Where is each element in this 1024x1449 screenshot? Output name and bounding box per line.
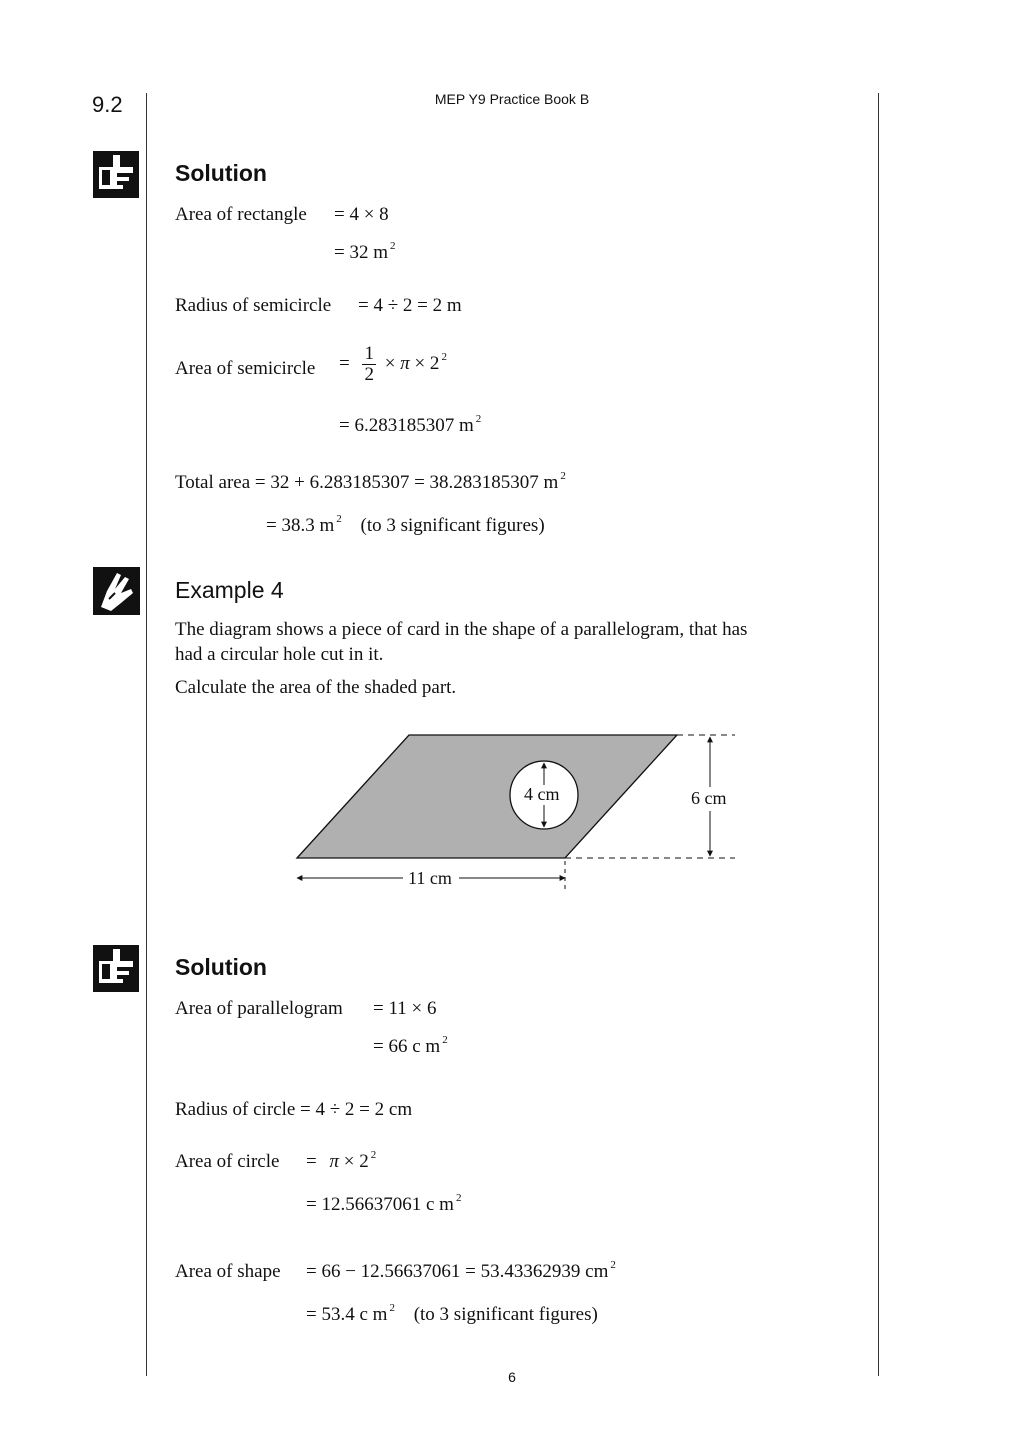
example-heading: Example 4: [175, 577, 284, 603]
hole-diameter-label: 4 cm: [524, 784, 560, 804]
semicircle-radius-expr: = 4 ÷ 2 = 2 m: [358, 295, 462, 316]
right-margin-rule: [878, 93, 879, 1376]
solution-hand-icon: [93, 151, 139, 198]
book-title: MEP Y9 Practice Book B: [434, 91, 590, 107]
semicircle-area-expr: = $\frac{1}{2}$ × π × 2 $^2$: [339, 343, 447, 385]
example-description: The diagram shows a piece of card in the shape of a parallelogram, that has had a circular hole cut in it.: [175, 619, 748, 665]
rect-area-result: = 32 m $^2$: [334, 240, 396, 263]
left-margin-rule: [146, 93, 147, 1376]
rect-area-expr: = 4 × 8: [334, 204, 389, 225]
height-label: 6 cm: [691, 788, 727, 808]
section-number: 9.2: [92, 92, 123, 117]
example-question: Calculate the area of the shaded part.: [175, 677, 457, 698]
total-area-line: Total area = 32 + 6.283185307 = 38.283185307 m $^2$: [175, 470, 566, 493]
circle-area-label: Area of circle: [175, 1151, 280, 1172]
total-area-rounded: = 38.3 m $^2$ (to 3 significant figures): [266, 513, 545, 536]
base-label: 11 cm: [408, 868, 452, 888]
parallelogram-area-expr: = 11 × 6: [373, 998, 437, 1019]
circle-area-expr: = π × 2 $^2$: [306, 1149, 377, 1172]
solution-heading: Solution: [175, 160, 267, 186]
shape-area-label: Area of shape: [175, 1261, 281, 1282]
example-hand-icon: [93, 567, 140, 615]
parallelogram-area-result: = 66 c m $^2$: [373, 1034, 448, 1057]
circle-radius-line: Radius of circle = 4 ÷ 2 = 2 cm: [175, 1099, 413, 1120]
parallelogram-area-label: Area of parallelogram: [175, 998, 343, 1019]
one-half-fraction: $\frac{1}{2}$: [364, 343, 374, 385]
solution-heading: Solution: [175, 954, 267, 980]
semicircle-area-result: = 6.283185307 m $^2$: [339, 413, 482, 436]
page-number: 6: [508, 1369, 516, 1385]
parallelogram-diagram: [285, 725, 745, 895]
rect-area-label: Area of rectangle: [175, 204, 307, 225]
circle-area-result: = 12.56637061 c m $^2$: [306, 1192, 462, 1215]
parallelogram-shape: [297, 735, 677, 858]
semicircle-area-label: Area of semicircle: [175, 358, 316, 379]
shape-area-expr: = 66 − 12.56637061 = 53.43362939 cm $^2$: [306, 1259, 616, 1282]
shape-area-rounded: = 53.4 c m $^2$ (to 3 significant figures): [306, 1302, 598, 1325]
solution-hand-icon: [93, 945, 139, 992]
semicircle-radius-label: Radius of semicircle: [175, 295, 332, 316]
